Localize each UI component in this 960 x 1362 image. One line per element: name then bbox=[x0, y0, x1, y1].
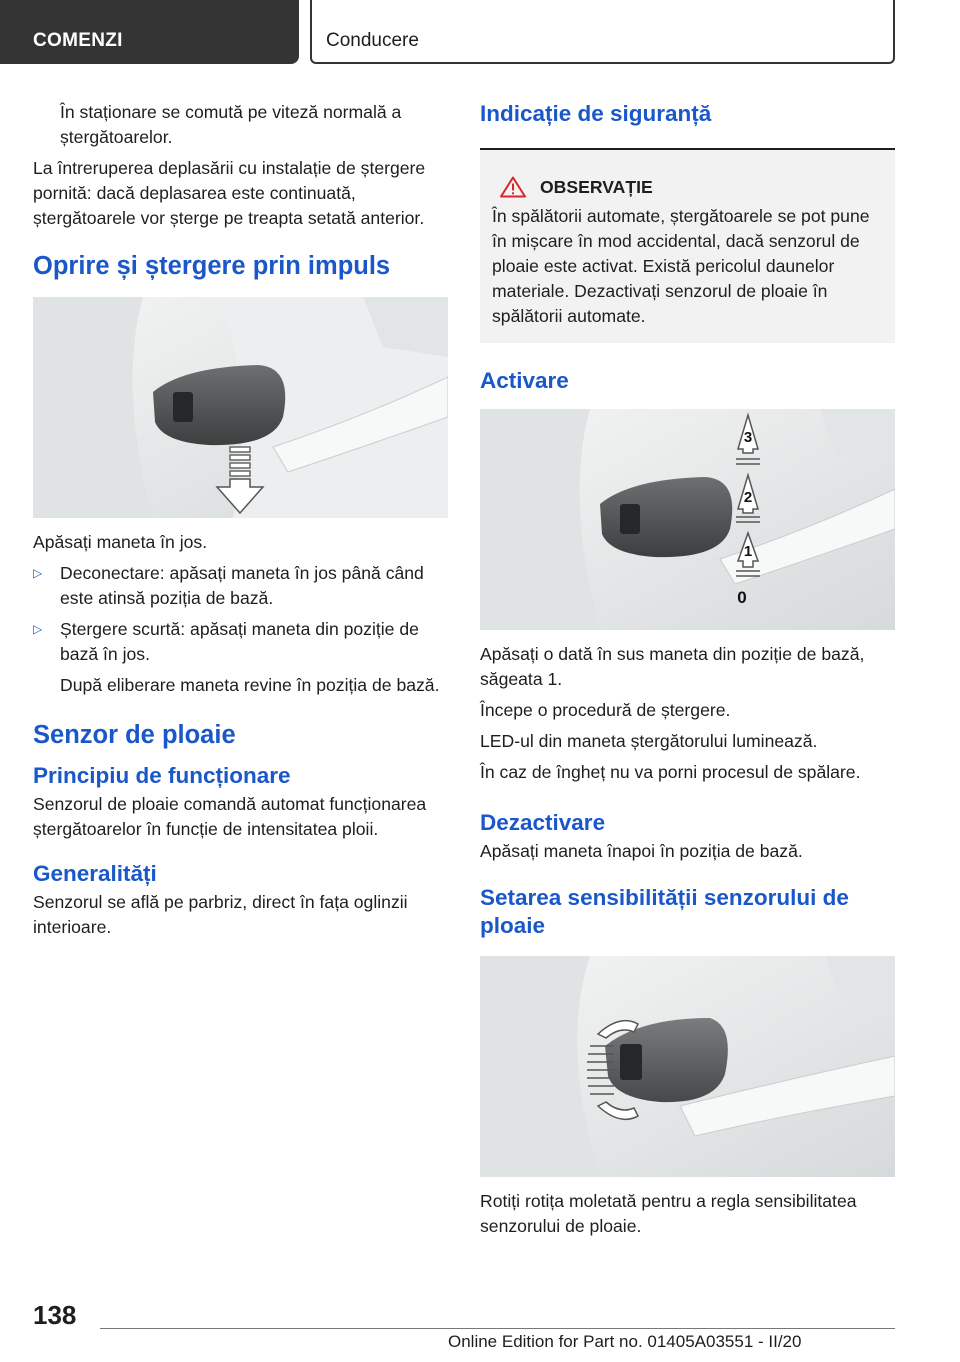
right-column bbox=[480, 100, 895, 1245]
list-item: ▷ Ștergere scurtă: apăsați maneta din poziție de bază în jos. bbox=[33, 619, 419, 664]
heading-safety: Indicație de siguranță bbox=[480, 101, 712, 126]
warning-triangle-icon bbox=[500, 176, 526, 198]
heading-impulse: Oprire și ștergere prin impuls bbox=[33, 252, 391, 280]
warning-title: OBSERVAȚIE bbox=[540, 176, 653, 197]
paragraph-interrupt: La întreruperea deplasării cu instalație de ștergere pornită: dacă deplasarea este continuată, ștergătoarele vor șterge pe treapta setată anterior. bbox=[33, 158, 426, 228]
page-number: 138 bbox=[33, 1300, 77, 1330]
stalk-down-illustration bbox=[33, 297, 448, 518]
section-title: COMENZI bbox=[33, 30, 123, 51]
footer-divider bbox=[100, 1328, 895, 1329]
paragraph-principle: Senzorul de ploaie comandă automat funcționarea ștergătoarelor în funcție de intensitatea ploii. bbox=[33, 794, 427, 839]
triangle-bullet-icon: ▷ bbox=[33, 566, 43, 580]
chapter-tab bbox=[310, 0, 895, 64]
step-label: 3 bbox=[743, 429, 753, 446]
paragraph-general: Senzorul se află pe parbriz, direct în fața oglinzii interioare. bbox=[33, 892, 408, 937]
paragraph-return-note: După eliberare maneta revine în poziția de bază. bbox=[60, 675, 440, 695]
section-tab bbox=[0, 0, 299, 64]
chapter-title: Conducere bbox=[326, 30, 419, 51]
heading-rain-sensor: Senzor de ploaie bbox=[33, 721, 236, 749]
stalk-steps-illustration bbox=[480, 409, 895, 630]
paragraph-press-down: Apăsați maneta în jos. bbox=[33, 532, 208, 552]
heading-general: Generalități bbox=[33, 861, 157, 886]
warning-box bbox=[480, 150, 895, 343]
paragraph-activate-4: În caz de îngheț nu va porni procesul de spălare. bbox=[480, 762, 861, 782]
heading-activate: Activare bbox=[480, 368, 569, 393]
heading-principle: Principiu de funcționare bbox=[33, 763, 291, 788]
paragraph-activate-2: Începe o procedură de ștergere. bbox=[480, 700, 731, 720]
figure-impulse bbox=[33, 297, 448, 518]
paragraph-intro: În staționare se comută pe viteză normală a ștergătoarelor. bbox=[60, 102, 402, 147]
paragraph-activate-1: Apăsați o dată în sus maneta din poziție de bază, săgeata 1. bbox=[480, 644, 865, 689]
edition-text: Online Edition for Part no. 01405A03551 - II/20 bbox=[448, 1332, 802, 1351]
heading-deactivate: Dezactivare bbox=[480, 810, 606, 835]
heading-sensitivity: Setarea sensibilității senzorului de ploaie bbox=[480, 885, 849, 938]
paragraph-activate-3: LED-ul din maneta ștergătorului luminează. bbox=[480, 731, 818, 751]
step-label: 0 bbox=[737, 588, 747, 607]
figure-sensitivity bbox=[480, 956, 895, 1177]
warning-text: În spălătorii automate, ștergătoarele se pot pune în mișcare în mod accidental, dacă senzorul de ploaie este activat. Există pericolul daunelor materiale. Dezactivați senzorul de ploaie în spălătorii automate. bbox=[492, 206, 870, 326]
figure-activate bbox=[480, 409, 895, 630]
step-label: 2 bbox=[743, 489, 753, 506]
paragraph-sensitivity: Rotiți rotița moletată pentru a regla sensibilitatea senzorului de ploaie. bbox=[480, 1191, 857, 1236]
list-item: ▷ Deconectare: apăsați maneta în jos până când este atinsă poziția de bază. bbox=[33, 563, 424, 608]
step-label: 1 bbox=[743, 543, 753, 560]
left-column bbox=[33, 100, 448, 946]
paragraph-deactivate: Apăsați maneta înapoi în poziția de bază. bbox=[480, 841, 803, 861]
triangle-bullet-icon: ▷ bbox=[33, 622, 43, 636]
knurled-wheel-illustration bbox=[480, 956, 895, 1177]
